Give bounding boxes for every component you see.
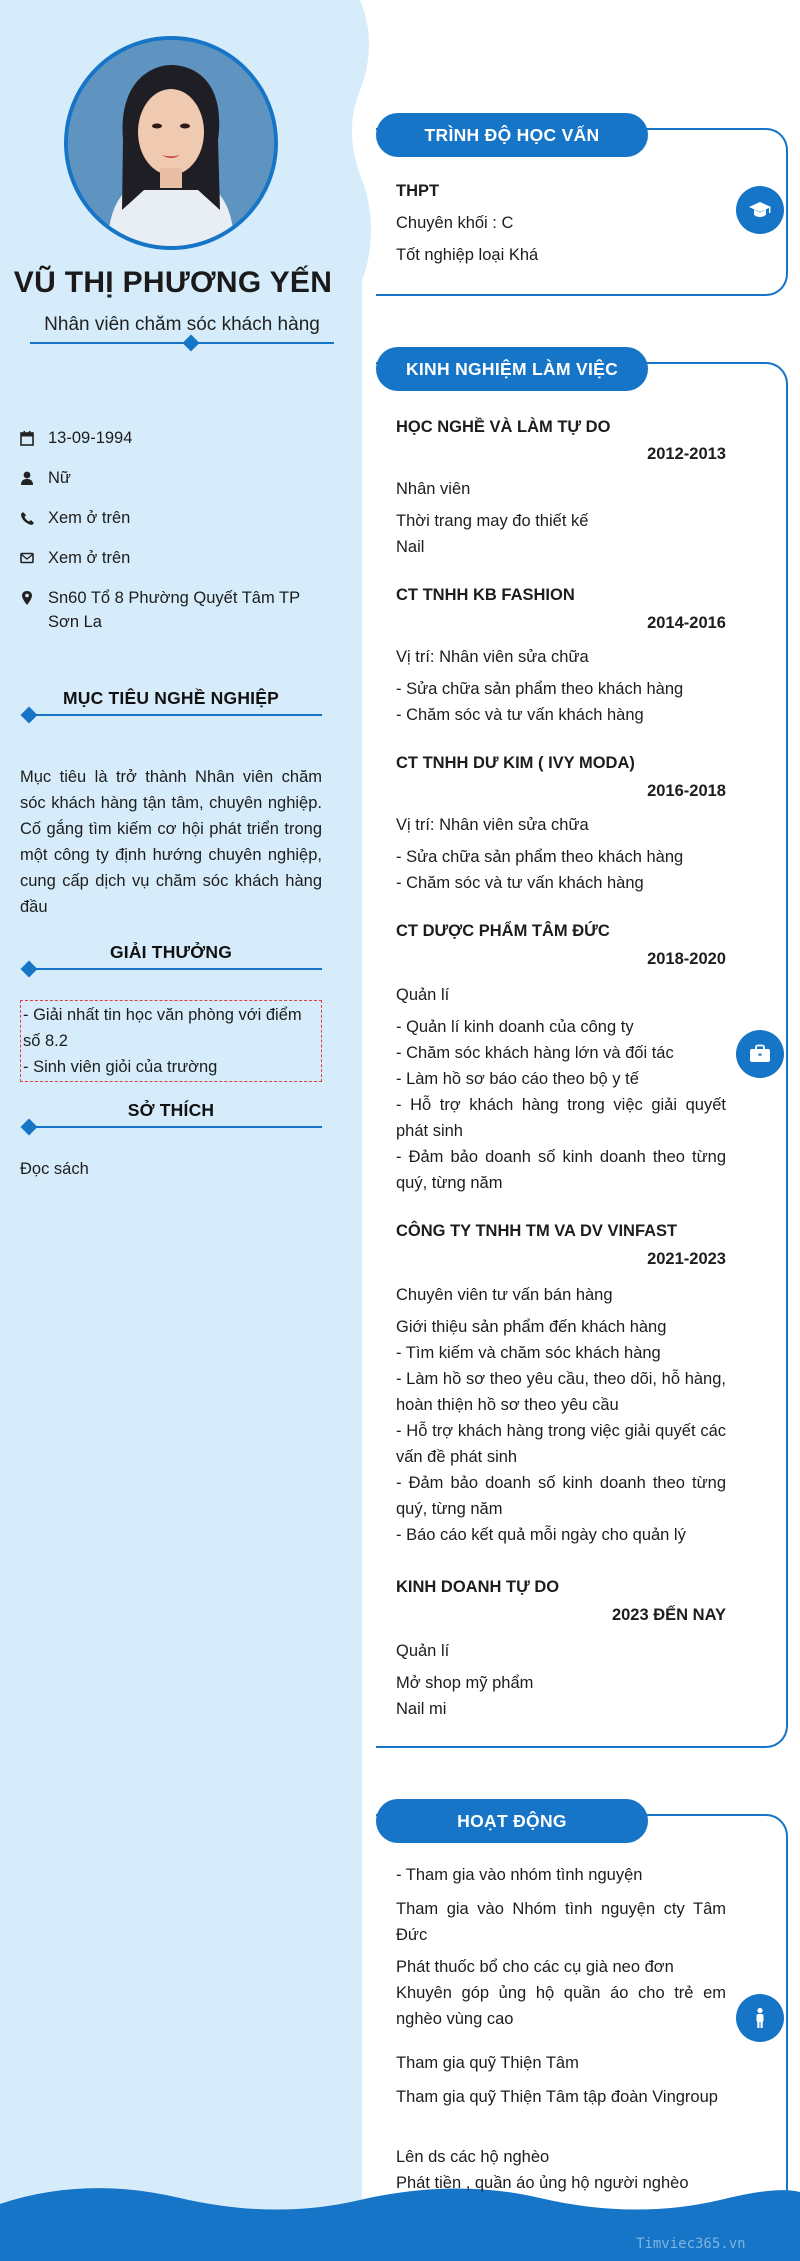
job-company: CT DƯỢC PHẨM TÂM ĐỨC — [396, 922, 610, 940]
awards-heading: GIẢI THƯỞNG — [109, 942, 233, 962]
award-item: - Sinh viên giỏi của trường — [23, 1058, 218, 1076]
job-company: HỌC NGHỀ VÀ LÀM TỰ DO — [396, 418, 611, 436]
awards-list — [20, 1000, 322, 1082]
birthday-row — [20, 426, 320, 450]
email-row — [20, 546, 320, 570]
job-detail: - Đảm bảo doanh số kinh doanh theo từng quý, từng năm — [396, 1474, 726, 1518]
activity-item: Tham gia vào Nhóm tình nguyện cty Tâm Đức — [396, 1900, 726, 1944]
address-row — [20, 586, 320, 634]
education-heading: TRÌNH ĐỘ HỌC VẤN — [376, 113, 648, 157]
person-icon — [736, 1994, 784, 2042]
graduation-cap-icon — [736, 186, 784, 234]
activity-item: Phát thuốc bổ cho các cụ già neo đơn — [396, 1958, 674, 1976]
job-detail: - Chăm sóc và tư vấn khách hàng — [396, 874, 644, 892]
job-detail: - Chăm sóc khách hàng lớn và đối tác — [396, 1044, 674, 1062]
birthday-text: 13-09-1994 — [48, 429, 133, 447]
phone-text: Xem ở trên — [48, 509, 131, 527]
activity-item: Lên ds các hộ nghèo — [396, 2148, 550, 2166]
gender-row — [20, 466, 320, 490]
job-period: 2021-2023 — [647, 1250, 726, 1268]
job-detail: - Sửa chữa sản phẩm theo khách hàng — [396, 680, 684, 698]
job-detail: - Làm hồ sơ báo cáo theo bộ y tế — [396, 1070, 639, 1088]
address-line-2: Sơn La — [48, 613, 102, 631]
education-result: Tốt nghiệp loại Khá — [396, 246, 539, 264]
job-period: 2014-2016 — [647, 614, 726, 632]
activity-item: Tham gia quỹ Thiện Tâm — [396, 2054, 579, 2072]
activity-item: Phát tiền , quần áo ủng hộ người nghèo — [396, 2174, 689, 2192]
job-detail: - Tìm kiếm và chăm sóc khách hàng — [396, 1344, 661, 1362]
activity-item: Tham gia quỹ Thiện Tâm tập đoàn Vingroup — [396, 2088, 718, 2106]
hobbies-heading: SỞ THÍCH — [127, 1100, 215, 1120]
hobby-text: Đọc sách — [20, 1160, 89, 1178]
job-title: Nhân viên chăm sóc khách hàng — [44, 314, 320, 335]
job-period: 2023 ĐẾN NAY — [611, 1606, 726, 1624]
education-major: Chuyên khối : C — [396, 214, 514, 232]
job-detail: Nail mi — [396, 1700, 447, 1718]
job-detail: - Quản lí kinh doanh của công ty — [396, 1018, 634, 1036]
job-period: 2012-2013 — [647, 445, 726, 463]
job-detail: - Hỗ trợ khách hàng trong việc giải quyết phát sinh — [396, 1096, 726, 1140]
objective-section-header — [20, 688, 322, 718]
job-detail: Quản lí — [396, 986, 450, 1004]
job-period: 2016-2018 — [647, 782, 726, 800]
objective-heading: MỤC TIÊU NGHỀ NGHIỆP — [63, 688, 279, 708]
briefcase-icon — [736, 1030, 784, 1078]
email-icon — [20, 550, 34, 566]
job-detail: Chuyên viên tư vấn bán hàng — [396, 1286, 613, 1304]
job-company: CT TNHH KB FASHION — [396, 586, 575, 604]
profile-photo — [64, 36, 278, 250]
job-detail: Vị trí: Nhân viên sửa chữa — [396, 648, 589, 666]
job-detail: - Đảm bảo doanh số kinh doanh theo từng quý, từng năm — [396, 1148, 726, 1192]
user-icon — [20, 470, 34, 486]
experience-heading: KINH NGHIỆM LÀM VIỆC — [376, 347, 648, 391]
job-detail: - Sửa chữa sản phẩm theo khách hàng — [396, 848, 684, 866]
job-company: CÔNG TY TNHH TM VA DV VINFAST — [396, 1222, 678, 1240]
gender-text: Nữ — [48, 469, 71, 487]
section-rule — [28, 968, 322, 970]
activity-item: Khuyên góp ủng hộ quần áo cho trẻ em nghèo vùng cao — [396, 1984, 726, 2028]
education-school: THPT — [396, 182, 440, 200]
section-rule — [28, 1126, 322, 1128]
hobbies-section-header — [20, 1100, 322, 1130]
objective-text: Mục tiêu là trở thành Nhân viên chăm sóc khách hàng tận tâm, chuyên nghiệp. Cố gắng tìm kiếm cơ hội phát triển trong một công ty định hướng chuyên nghiệp, cung cấp dịch vụ chăm sóc khách hàng đầu — [20, 768, 322, 916]
job-detail: - Làm hồ sơ theo yêu cầu, theo dõi, hỗ hàng, hoàn thiện hồ sơ theo yêu cầu — [396, 1370, 726, 1414]
candidate-name: VŨ THỊ PHƯƠNG YẾN — [13, 266, 333, 299]
email-text: Xem ở trên — [48, 549, 131, 567]
job-company: CT TNHH DƯ KIM ( IVY MODA) — [396, 754, 635, 772]
job-detail: - Hỗ trợ khách hàng trong việc giải quyết các vấn đề phát sinh — [396, 1422, 726, 1466]
job-detail: Quản lí — [396, 1642, 450, 1660]
job-period: 2018-2020 — [647, 950, 726, 968]
calendar-icon — [20, 430, 34, 446]
section-rule — [28, 714, 322, 716]
activities-heading: HOẠT ĐỘNG — [376, 1799, 648, 1843]
job-detail: Vị trí: Nhân viên sửa chữa — [396, 816, 589, 834]
job-detail: - Chăm sóc và tư vấn khách hàng — [396, 706, 644, 724]
watermark: Timviec365.vn — [636, 2236, 746, 2252]
job-detail: Thời trang may đo thiết kế — [396, 512, 589, 530]
activity-item: - Tham gia vào nhóm tình nguyện — [396, 1866, 643, 1884]
phone-icon — [20, 510, 34, 526]
job-detail: Mở shop mỹ phẩm — [396, 1674, 534, 1692]
job-detail: Giới thiệu sản phẩm đến khách hàng — [396, 1318, 667, 1336]
job-detail: - Báo cáo kết quả mỗi ngày cho quản lý — [396, 1526, 686, 1544]
job-detail: Nhân viên — [396, 480, 471, 498]
address-line-1: Sn60 Tổ 8 Phường Quyết Tâm TP — [48, 589, 301, 607]
phone-row — [20, 506, 320, 530]
job-company: KINH DOANH TỰ DO — [396, 1578, 560, 1596]
awards-section-header — [20, 942, 322, 972]
job-detail: Nail — [396, 538, 425, 556]
location-pin-icon — [20, 590, 34, 606]
award-item: - Giải nhất tin học văn phòng với điểm số 8.2 — [23, 1006, 302, 1050]
